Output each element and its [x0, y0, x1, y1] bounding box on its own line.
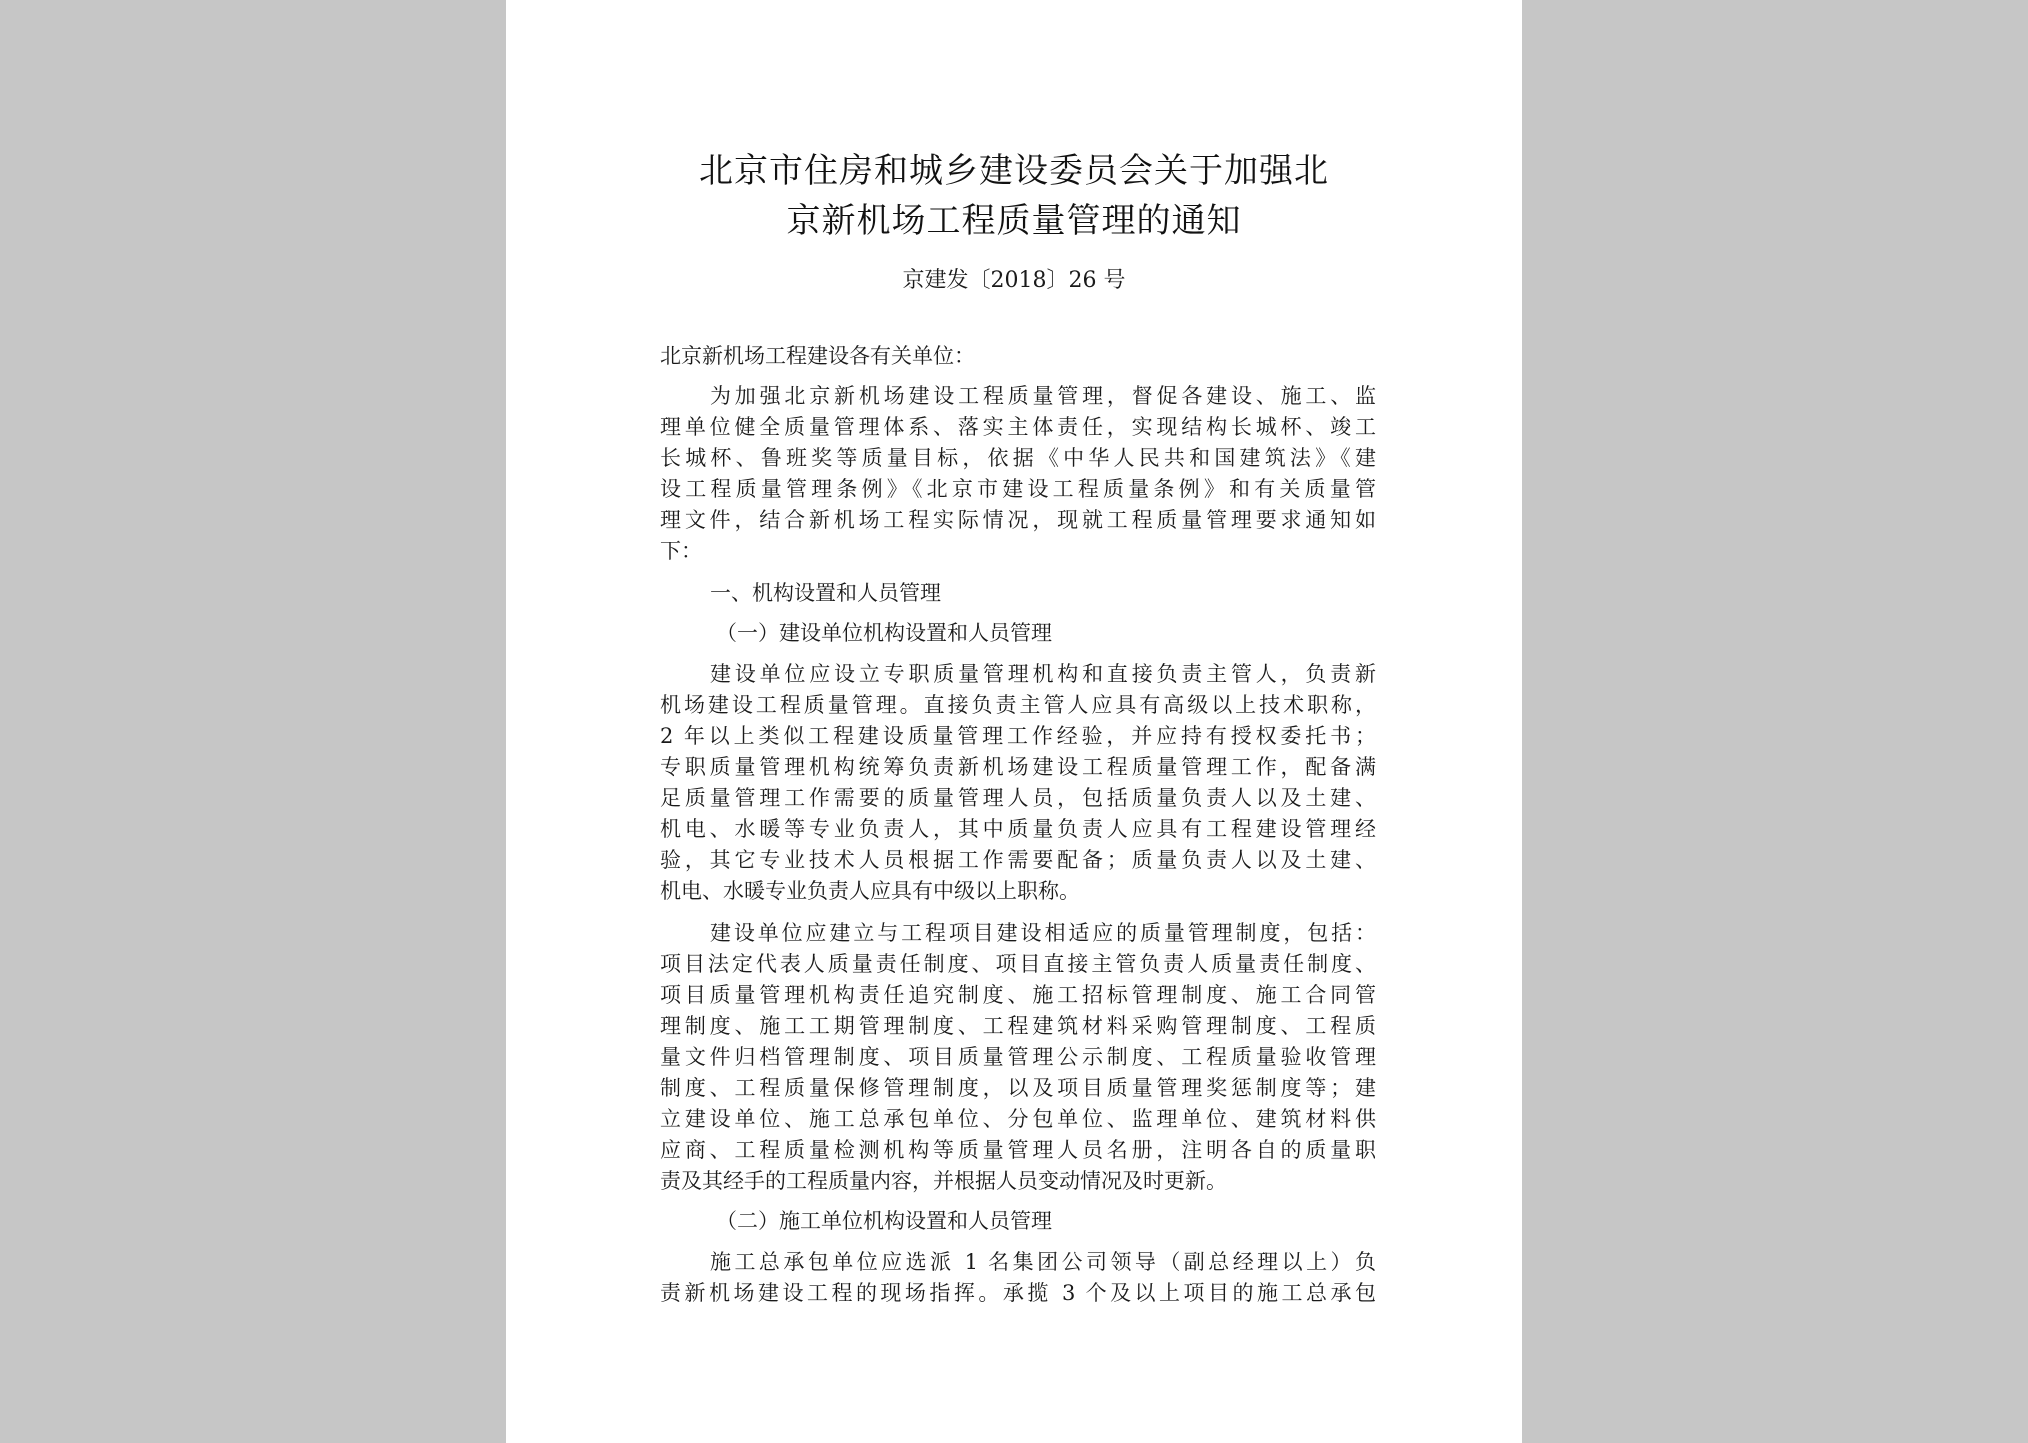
- intro-line: 设工程质量管理条例》《北京市建设工程质量条例》和有关质量管: [660, 477, 1376, 501]
- subsection-2-heading: （二）施工单位机构设置和人员管理: [716, 1209, 1052, 1233]
- paragraph-line: 足质量管理工作需要的质量管理人员，包括质量负责人以及土建、: [660, 786, 1376, 810]
- paragraph-line: 项目质量管理机构责任追究制度、施工招标管理制度、施工合同管: [660, 983, 1376, 1007]
- paragraph-line: 建设单位应建立与工程项目建设相适应的质量管理制度，包括：: [710, 921, 1376, 945]
- paragraph-line: 量文件归档管理制度、项目质量管理公示制度、工程质量验收管理: [660, 1045, 1376, 1069]
- section-1-heading: 一、机构设置和人员管理: [710, 581, 941, 605]
- paragraph-line: 责新机场建设工程的现场指挥。承揽 3 个及以上项目的施工总承包: [660, 1281, 1376, 1305]
- paragraph-line: 制度、工程质量保修管理制度，以及项目质量管理奖惩制度等；建: [660, 1076, 1376, 1100]
- document-page: [506, 0, 1522, 1443]
- paragraph-line: 验，其它专业技术人员根据工作需要配备；质量负责人以及土建、: [660, 848, 1376, 872]
- paragraph-line: 建设单位应设立专职质量管理机构和直接负责主管人，负责新: [710, 662, 1376, 686]
- intro-line: 理文件，结合新机场工程实际情况，现就工程质量管理要求通知如: [660, 508, 1376, 532]
- paragraph-line: 立建设单位、施工总承包单位、分包单位、监理单位、建筑材料供: [660, 1107, 1376, 1131]
- paragraph-line: 2 年以上类似工程建设质量管理工作经验，并应持有授权委托书；: [660, 724, 1376, 748]
- intro-line: 为加强北京新机场建设工程质量管理，督促各建设、施工、监: [710, 384, 1376, 408]
- intro-line: 长城杯、鲁班奖等质量目标，依据《中华人民共和国建筑法》《建: [660, 446, 1376, 470]
- paragraph-line: 施工总承包单位应选派 1 名集团公司领导（副总经理以上）负: [710, 1250, 1376, 1274]
- paragraph-line: 机场建设工程质量管理。直接负责主管人应具有高级以上技术职称，: [660, 693, 1376, 717]
- paragraph-line: 责及其经手的工程质量内容，并根据人员变动情况及时更新。: [660, 1169, 1227, 1193]
- intro-line: 理单位健全质量管理体系、落实主体责任，实现结构长城杯、竣工: [660, 415, 1376, 439]
- document-title-line-2: 京新机场工程质量管理的通知: [786, 201, 1242, 241]
- salutation: 北京新机场工程建设各有关单位：: [660, 344, 975, 368]
- document-number: 京建发〔2018〕26 号: [902, 268, 1126, 293]
- paragraph-line: 专职质量管理机构统筹负责新机场建设工程质量管理工作，配备满: [660, 755, 1376, 779]
- paragraph-line: 项目法定代表人质量责任制度、项目直接主管负责人质量责任制度、: [660, 952, 1376, 976]
- paragraph-line: 机电、水暖等专业负责人，其中质量负责人应具有工程建设管理经: [660, 817, 1376, 841]
- paragraph-line: 机电、水暖专业负责人应具有中级以上职称。: [660, 879, 1080, 903]
- intro-line: 下：: [660, 539, 702, 563]
- document-title-line-1: 北京市住房和城乡建设委员会关于加强北: [699, 151, 1329, 191]
- subsection-1-heading: （一）建设单位机构设置和人员管理: [716, 621, 1052, 645]
- paragraph-line: 应商、工程质量检测机构等质量管理人员名册，注明各自的质量职: [660, 1138, 1376, 1162]
- paragraph-line: 理制度、施工工期管理制度、工程建筑材料采购管理制度、工程质: [660, 1014, 1376, 1038]
